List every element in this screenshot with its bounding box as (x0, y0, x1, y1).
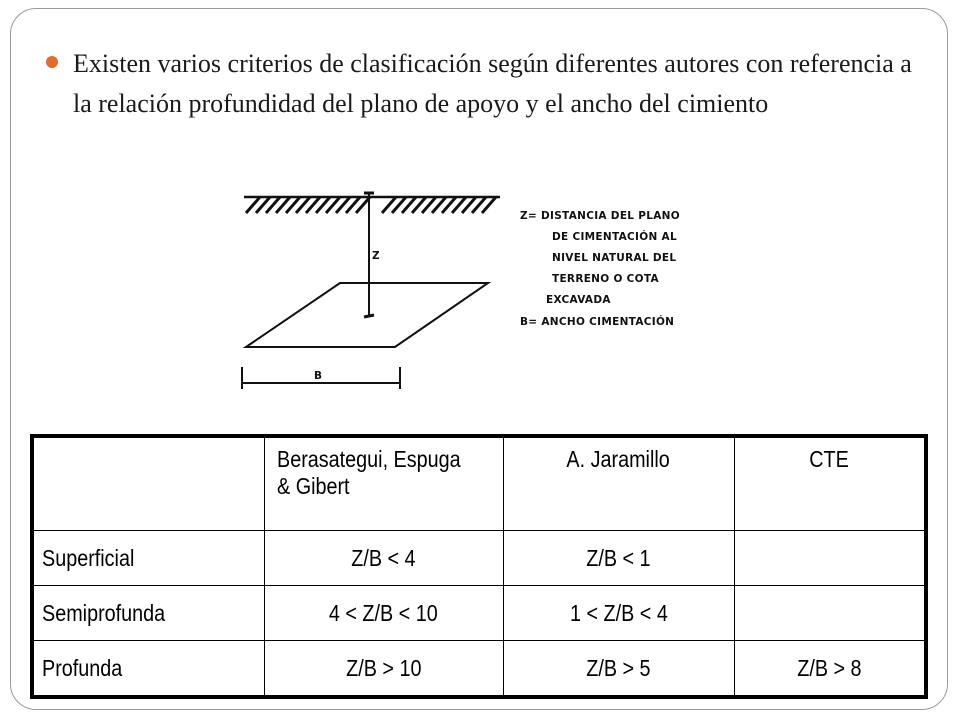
table-cell (734, 586, 926, 641)
table-cell (734, 531, 926, 586)
foundation-diagram-svg (230, 185, 700, 400)
table-cell (265, 586, 504, 641)
table-cell (503, 586, 734, 641)
row-label-text: Profunda (42, 654, 123, 681)
table-cell (265, 531, 504, 586)
header-berasategui-line2: & Gibert (277, 473, 350, 499)
row-label-superficial (32, 531, 265, 586)
header-jaramillo (503, 436, 734, 531)
row-label-profunda (32, 641, 265, 698)
table-cell (503, 531, 734, 586)
foundation-diagram (230, 185, 700, 400)
row-label-semiprofunda (32, 586, 265, 641)
legend-line-6: B= ANCHO CIMENTACIÓN (520, 316, 675, 328)
classification-table-wrap (30, 434, 928, 690)
legend-line-4: TERRENO O COTA (552, 273, 659, 285)
legend-line-3: NIVEL NATURAL DEL (552, 252, 677, 264)
table-header-row (32, 436, 926, 531)
cell-text: Z/B > 8 (797, 654, 862, 681)
table-cell (503, 641, 734, 698)
z-label: Z (372, 250, 380, 262)
row-label-text: Semiprofunda (42, 599, 166, 626)
z-bottom-tick (364, 315, 374, 317)
bullet-dot-icon (46, 56, 58, 68)
classification-table (30, 434, 928, 699)
legend-line-1: Z= DISTANCIA DEL PLANO (520, 210, 680, 222)
table-row (32, 531, 926, 586)
cell-text: 4 < Z/B < 10 (329, 599, 439, 626)
header-berasategui (265, 436, 504, 531)
cell-text: Z/B < 4 (351, 544, 416, 571)
legend-line-5: EXCAVADA (546, 294, 611, 306)
table-row (32, 586, 926, 641)
row-label-text: Superficial (42, 544, 135, 571)
header-cte (734, 436, 926, 531)
header-empty-cell (32, 436, 265, 531)
header-jaramillo-text: A. Jaramillo (566, 446, 671, 472)
table-cell (734, 641, 926, 698)
bullet-point (46, 44, 926, 124)
cell-text: Z/B > 10 (346, 654, 422, 681)
table-row (32, 641, 926, 698)
header-cte-text: CTE (809, 446, 850, 472)
cell-text: Z/B < 1 (586, 544, 651, 571)
table-cell (265, 641, 504, 698)
legend-line-2: DE CIMENTACIÓN AL (552, 231, 677, 243)
header-berasategui-line1: Berasategui, Espuga (277, 446, 461, 472)
cell-text: Z/B > 5 (586, 654, 651, 681)
ground-hatching-icon (246, 197, 496, 213)
cell-text: 1 < Z/B < 4 (569, 599, 668, 626)
b-label: B (314, 370, 323, 382)
bullet-text: Existen varios criterios de clasificación según diferentes autores con referencia a la relación profundidad del plano de apoyo y el ancho del cimiento (73, 49, 912, 118)
